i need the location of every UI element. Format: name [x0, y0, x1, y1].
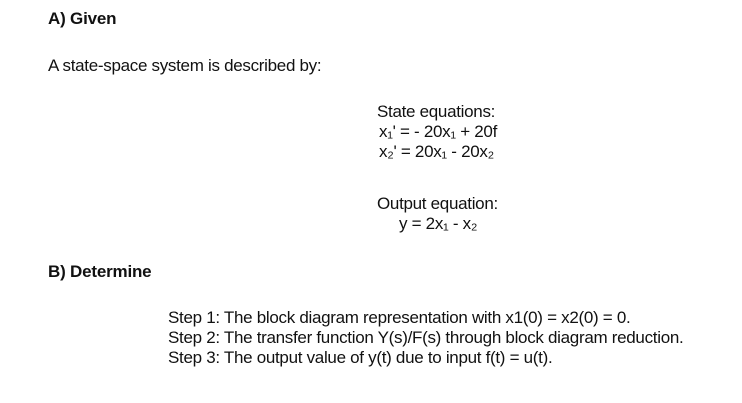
given-intro-text: A state-space system is described by: [48, 56, 322, 75]
step-item-3: Step 3: The output value of y(t) due to input f(t) = u(t). [168, 348, 553, 367]
state-equation-2: x₂' = 20x₁ - 20x₂ [379, 142, 494, 161]
output-equation: y = 2x₁ - x₂ [399, 214, 478, 233]
state-equations-label: State equations: [377, 102, 496, 121]
step-item-2: Step 2: The transfer function Y(s)/F(s) through block diagram reduction. [168, 328, 684, 347]
output-equation-label: Output equation: [377, 194, 498, 213]
section-b-heading: B) Determine [48, 262, 152, 281]
output-equation-block [377, 194, 498, 234]
state-equation-1: x₁' = - 20x₁ + 20f [379, 122, 497, 141]
steps-list [168, 308, 683, 368]
state-equations-block [377, 102, 497, 162]
section-a-heading: A) Given [48, 9, 117, 28]
step-item-1: Step 1: The block diagram representation with x1(0) = x2(0) = 0. [168, 308, 631, 327]
